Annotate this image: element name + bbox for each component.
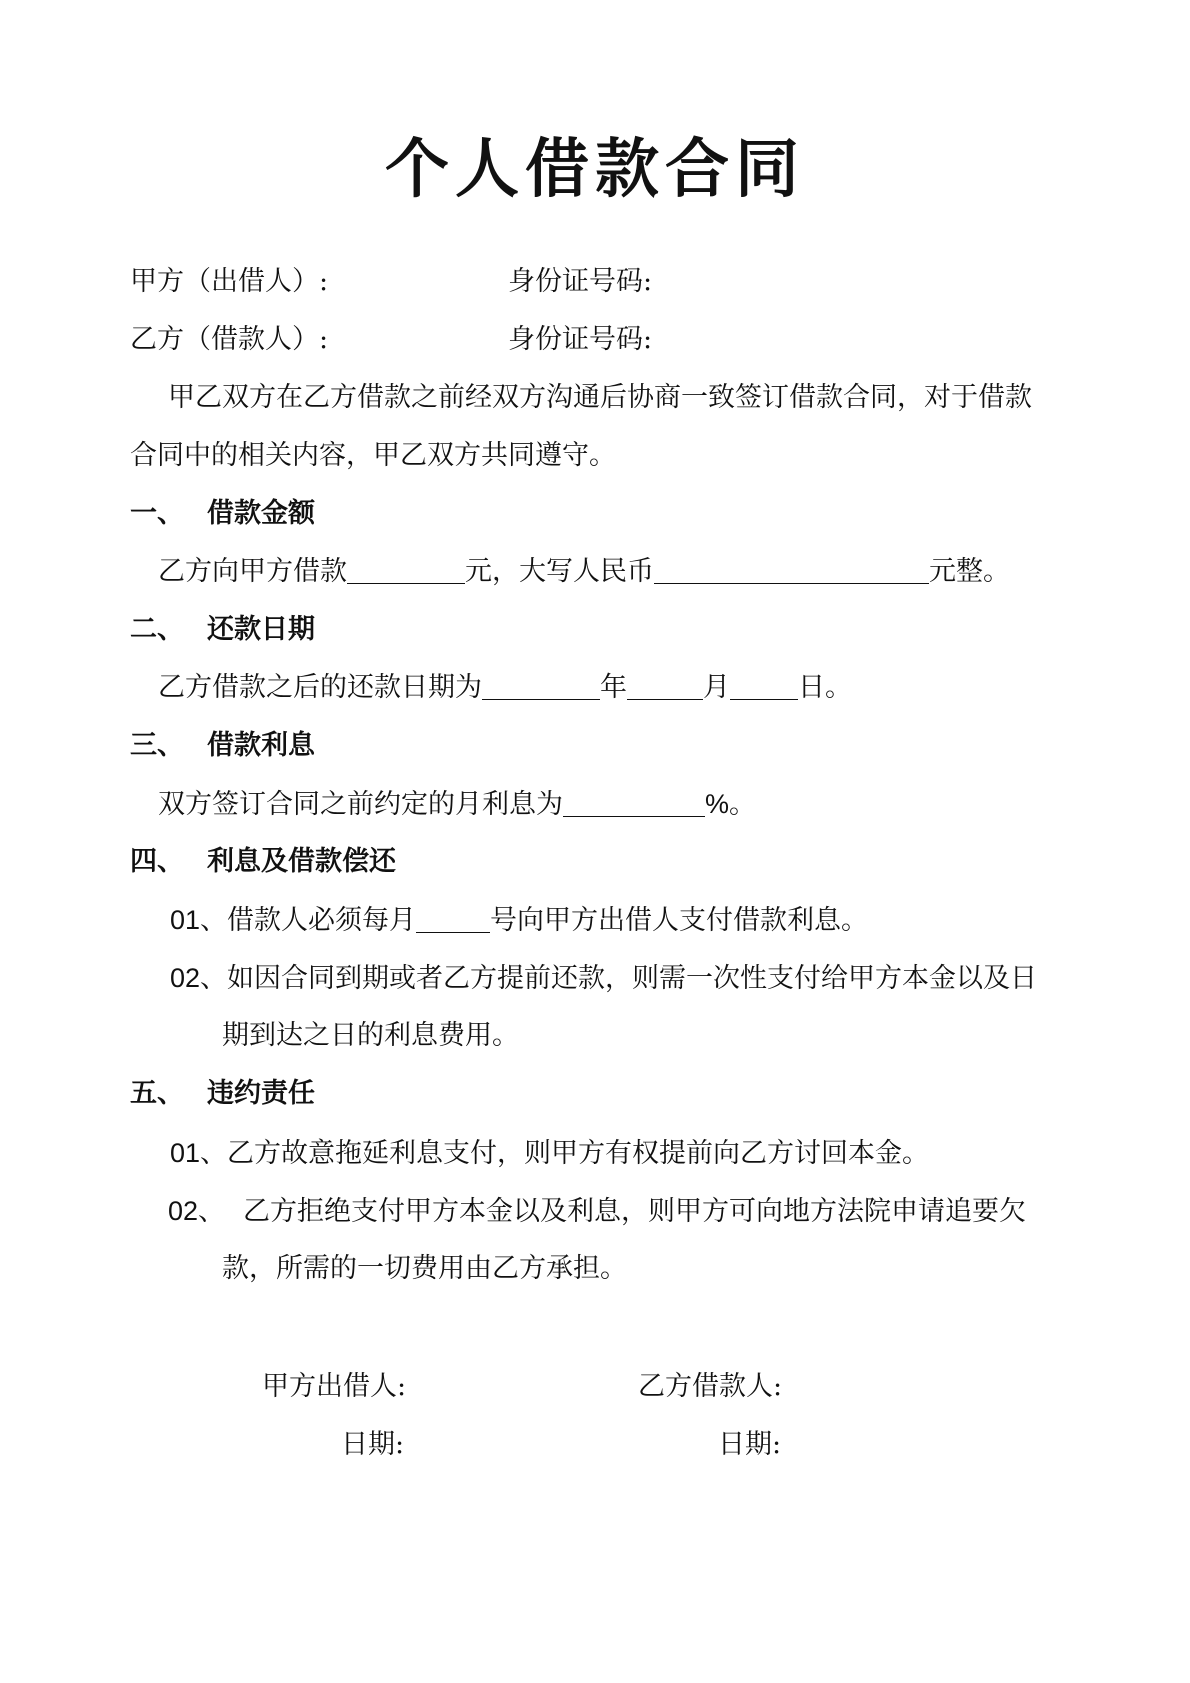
day-blank xyxy=(730,669,798,700)
section-4-item-1-text-b: 号向甲方出借人支付借款利息。 xyxy=(490,905,869,936)
section-5-item-2-number: 02、 xyxy=(168,1196,226,1226)
section-3-text-b: %。 xyxy=(705,789,757,819)
lender-signature-label: 甲方出借人: xyxy=(262,1371,407,1402)
section-3-heading: 借款利息 xyxy=(207,730,315,761)
borrower-id-label: 身份证号码: xyxy=(508,324,653,355)
amount-blank xyxy=(347,553,465,584)
section-3-body xyxy=(158,784,756,825)
section-4-item-2-line-1 xyxy=(170,958,1037,999)
section-5-item-2-line-1 xyxy=(168,1191,1026,1232)
section-2-number: 二、 xyxy=(130,614,184,645)
section-4-number: 四、 xyxy=(130,846,184,877)
lender-label: 甲方（出借人）: xyxy=(130,266,329,297)
section-5-number: 五、 xyxy=(130,1078,184,1109)
section-2-body xyxy=(158,668,852,708)
section-5-item-1-number: 01、 xyxy=(170,1138,228,1168)
section-1-body xyxy=(158,552,1010,592)
section-4-item-2-text-line-1: 如因合同到期或者乙方提前还款，则需一次性支付给甲方本金以及日 xyxy=(227,963,1038,994)
section-4-item-2-line-2: 期到达之日的利息费用。 xyxy=(222,1020,519,1051)
section-1-heading: 借款金额 xyxy=(207,498,315,529)
lender-id-label: 身份证号码: xyxy=(508,266,653,297)
interest-rate-blank xyxy=(563,786,705,817)
section-4-item-2-number: 02、 xyxy=(170,963,228,993)
section-4-item-1 xyxy=(170,900,868,941)
intro-line-1: 甲乙双方在乙方借款之前经双方沟通后协商一致签订借款合同，对于借款 xyxy=(168,382,1032,413)
section-3-text-a: 双方签订合同之前约定的月利息为 xyxy=(158,789,563,820)
month-blank xyxy=(627,669,703,700)
document-title: 个人借款合同 xyxy=(385,133,805,207)
borrower-label: 乙方（借款人）: xyxy=(130,324,329,355)
section-5-heading: 违约责任 xyxy=(207,1078,315,1109)
section-5-item-2-line-2: 款，所需的一切费用由乙方承担。 xyxy=(222,1253,627,1284)
section-4-heading: 利息及借款偿还 xyxy=(207,846,396,877)
borrower-date-label: 日期: xyxy=(718,1429,782,1460)
section-5-item-2-text-line-1: 乙方拒绝支付甲方本金以及利息，则甲方可向地方法院申请追要欠 xyxy=(243,1196,1027,1227)
section-2-text-d: 日。 xyxy=(798,672,852,703)
section-3-number: 三、 xyxy=(130,730,184,761)
section-2-text-c: 月 xyxy=(703,672,730,703)
section-1-text-b: 元，大写人民币 xyxy=(465,556,654,587)
section-5-item-1 xyxy=(170,1133,929,1174)
borrower-signature-label: 乙方借款人: xyxy=(638,1371,783,1402)
section-1-text-a: 乙方向甲方借款 xyxy=(158,556,347,587)
section-1-text-c: 元整。 xyxy=(929,556,1010,587)
section-4-item-1-text-a: 借款人必须每月 xyxy=(227,905,417,936)
section-2-text-b: 年 xyxy=(600,672,627,703)
section-2-heading: 还款日期 xyxy=(207,614,315,645)
year-blank xyxy=(482,669,600,700)
intro-line-2: 合同中的相关内容，甲乙双方共同遵守。 xyxy=(130,440,616,471)
payment-day-blank xyxy=(416,902,490,933)
section-2-text-a: 乙方借款之后的还款日期为 xyxy=(158,672,482,703)
amount-words-blank xyxy=(654,553,929,584)
lender-date-label: 日期: xyxy=(341,1429,405,1460)
section-1-number: 一、 xyxy=(130,498,184,529)
section-5-item-1-text: 乙方故意拖延利息支付，则甲方有权提前向乙方讨回本金。 xyxy=(227,1138,930,1169)
section-4-item-1-number: 01、 xyxy=(170,905,228,935)
